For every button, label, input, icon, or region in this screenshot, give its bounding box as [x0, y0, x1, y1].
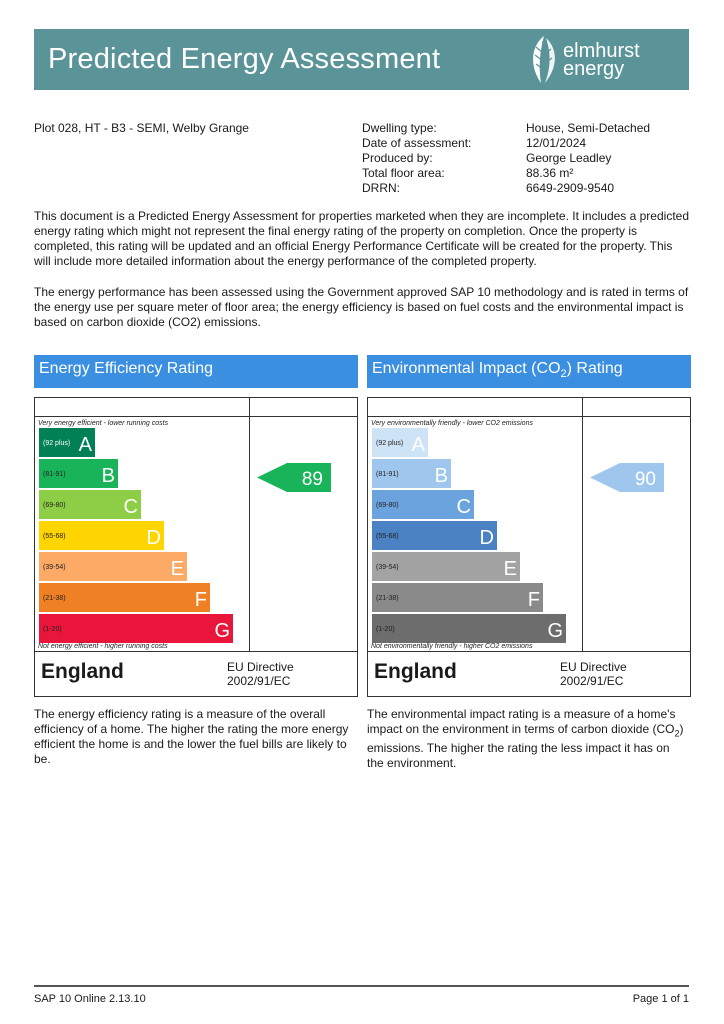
directive-line2: 2002/91/EC — [227, 674, 291, 688]
band-range-label: (1-20) — [43, 626, 62, 633]
page-title: Predicted Energy Assessment — [48, 43, 441, 75]
rating-band-g — [39, 614, 233, 643]
environment-chart-svg — [368, 398, 690, 652]
eu-directive — [560, 660, 627, 688]
elmhurst-logo — [527, 33, 667, 87]
top-note: Very environmentally friendly - lower CO2 emissions — [371, 420, 533, 427]
env-desc-part2: ) emissions. The higher the rating the less impact it has on the environment. — [367, 722, 684, 771]
current-rating-value: 90 — [634, 469, 656, 490]
page-number: Page 1 of 1 — [632, 993, 689, 1005]
band-range-label: (81-91) — [43, 471, 66, 478]
logo-text-line1: elmhurst — [563, 40, 640, 62]
band-letter-label: B — [101, 465, 115, 487]
energy-efficiency-chart — [34, 397, 358, 697]
detail-value: House, Semi-Detached — [526, 121, 651, 135]
detail-row — [362, 166, 692, 181]
energy-efficiency-header: Energy Efficiency Rating — [34, 355, 358, 388]
current-rating-value: 89 — [301, 469, 323, 490]
env-desc-sub: 2 — [674, 728, 680, 739]
energy-rating-description: The energy efficiency rating is a measure of the overall efficiency of a home. The higher the rating the more energy efficient the home is and the lower the fuel bills are likely to be. — [34, 707, 349, 766]
environmental-rating-description — [367, 707, 687, 771]
band-letter-label: A — [411, 434, 425, 456]
bottom-note: Not energy efficient - higher running costs — [38, 643, 168, 650]
band-letter-label: E — [503, 558, 517, 580]
eu-directive — [227, 660, 294, 688]
plot-address: Plot 028, HT - B3 - SEMI, Welby Grange — [34, 121, 249, 135]
leaf-icon — [527, 33, 561, 87]
footer-divider — [34, 985, 689, 987]
intro-paragraph: This document is a Predicted Energy Assessment for properties marketed when they are incomplete. It includes a predicted energy rating which might not represent the final energy rating of the property on completion. Once the property is completed, this rating will be updated and an official Energy Performance Certificate will be created for the property. This will include more detailed information about the energy performance of the completed property. — [34, 209, 689, 268]
environmental-impact-header — [367, 355, 691, 388]
dwelling-details — [362, 121, 692, 196]
band-letter-label: B — [434, 465, 448, 487]
detail-row — [362, 121, 692, 136]
band-letter-label: G — [214, 620, 230, 642]
env-title-sub: 2 — [560, 368, 567, 381]
detail-row — [362, 181, 692, 196]
software-version: SAP 10 Online 2.13.10 — [34, 993, 146, 1005]
detail-label: Dwelling type: — [362, 121, 437, 135]
detail-label: DRRN: — [362, 181, 400, 195]
band-letter-label: G — [547, 620, 563, 642]
directive-line1: EU Directive — [227, 660, 294, 674]
detail-row — [362, 151, 692, 166]
band-letter-label: C — [456, 496, 471, 518]
band-letter-label: D — [146, 527, 161, 549]
env-title-suffix: ) Rating — [566, 360, 623, 377]
band-range-label: (92 plus) — [43, 440, 71, 447]
band-range-label: (55-68) — [376, 533, 399, 540]
band-letter-label: E — [170, 558, 184, 580]
bottom-note: Not environmentally friendly - higher CO2 emissions — [371, 643, 533, 650]
directive-line2: 2002/91/EC — [560, 674, 624, 688]
methodology-paragraph: The energy performance has been assessed using the Government approved SAP 10 methodology and is rated in terms of the energy use per square meter of floor area; the energy efficiency is based on fuel costs and the environmental impact is based on carbon dioxide (CO2) emissions. — [34, 285, 689, 329]
directive-line1: EU Directive — [560, 660, 627, 674]
band-letter-label: C — [123, 496, 138, 518]
detail-label: Date of assessment: — [362, 136, 472, 150]
band-range-label: (21-38) — [376, 595, 399, 602]
band-letter-label: F — [527, 589, 540, 611]
env-desc-part1: The environmental impact rating is a measure of a home's impact on the environment in terms of carbon dioxide (CO — [367, 707, 676, 736]
top-note: Very energy efficient - lower running costs — [38, 420, 169, 427]
band-letter-label: A — [78, 434, 92, 456]
detail-row — [362, 136, 692, 151]
band-range-label: (69-80) — [376, 502, 399, 509]
band-letter-label: D — [479, 527, 494, 549]
band-range-label: (81-91) — [376, 471, 399, 478]
band-range-label: (21-38) — [43, 595, 66, 602]
environmental-impact-chart — [367, 397, 691, 697]
detail-label: Total floor area: — [362, 166, 445, 180]
band-range-label: (55-68) — [43, 533, 66, 540]
band-range-label: (39-54) — [376, 564, 399, 571]
band-letter-label: F — [194, 589, 207, 611]
band-range-label: (1-20) — [376, 626, 395, 633]
detail-label: Produced by: — [362, 151, 433, 165]
detail-value: 12/01/2024 — [526, 136, 587, 150]
detail-value: 6649-2909-9540 — [526, 181, 615, 195]
country-label: England — [41, 660, 124, 683]
env-title-prefix: Environmental Impact (CO — [372, 360, 561, 377]
rating-band-g — [372, 614, 566, 643]
energy-chart-svg — [35, 398, 357, 652]
band-range-label: (92 plus) — [376, 440, 404, 447]
page-header — [34, 29, 689, 90]
country-label: England — [374, 660, 457, 683]
detail-value: George Leadley — [526, 151, 612, 165]
band-range-label: (69-80) — [43, 502, 66, 509]
logo-text-line2: energy — [563, 58, 625, 80]
band-range-label: (39-54) — [43, 564, 66, 571]
detail-value: 88.36 m² — [526, 166, 574, 180]
